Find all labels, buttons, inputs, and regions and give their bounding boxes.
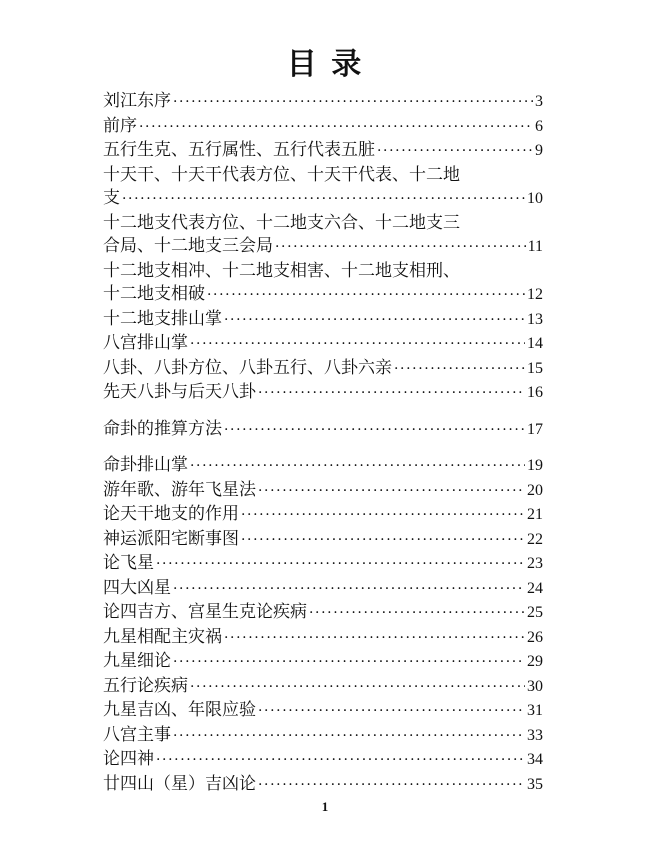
toc-entry-page: 23 [527,555,543,572]
dot-leader [241,504,525,528]
toc-entry[interactable] [103,577,543,602]
toc-entry-title-line: 十二地支相冲、十二地支相害、十二地支相刑、 [103,260,460,281]
toc-entry-row [103,90,543,115]
toc-entry-title: 十二地支相破 [103,284,205,304]
toc-entry-title: 九星相配主灾祸 [103,626,222,647]
toc-entry[interactable] [103,212,543,260]
toc-entry[interactable] [103,748,543,773]
toc-entry-row [103,235,543,260]
toc-entry[interactable] [103,479,543,504]
toc-entry-page: 33 [527,726,543,744]
toc-entry[interactable] [103,139,543,164]
dot-leader [377,140,533,164]
dot-leader [394,358,525,382]
toc-entry-title: 五行生克、五行属性、五行代表五脏 [103,140,375,160]
toc-entry-title: 命卦的推算方法 [103,418,222,439]
toc-entry[interactable] [103,699,543,724]
toc-entry-row [103,724,543,749]
toc-entry[interactable] [103,503,543,528]
dot-leader [258,774,525,798]
toc-entry[interactable] [103,650,543,675]
toc-entry-title-line: 十天干、十天干代表方位、十天干代表、十二地 [103,164,460,185]
toc-entry-row [103,601,543,626]
toc-entry-page: 21 [527,506,543,523]
toc-entry-title: 论天干地支的作用 [103,504,239,524]
toc-entry-page: 15 [527,359,543,377]
toc-entry[interactable] [103,115,543,140]
toc-entry-row [103,503,543,528]
toc-entry[interactable] [103,418,543,443]
toc-entry[interactable] [103,626,543,651]
toc-entry-page: 3 [535,93,543,110]
toc-entry-page: 20 [527,481,543,499]
dot-leader [241,529,525,553]
toc-entry-title: 支 [103,188,120,208]
toc-entry-page: 30 [527,677,543,695]
dot-leader [173,578,525,602]
toc-entry-title: 八宫排山掌 [103,333,188,353]
toc-entry-title: 廿四山（星）吉凶论 [103,773,256,794]
dot-leader [207,284,525,308]
dot-leader [173,725,525,749]
dot-leader [139,116,533,140]
toc-entry-row [103,577,543,602]
toc-entry-title: 五行论疾病 [103,675,188,696]
toc-entry-title: 合局、十二地支三会局 [103,236,273,256]
toc-entry-row [103,675,543,700]
toc-entry-page: 29 [527,653,543,670]
toc-entry-page: 17 [527,420,543,438]
toc-entry-row [103,748,543,773]
dot-leader [258,700,525,724]
toc-entry-row [103,381,543,406]
toc-entry[interactable] [103,773,543,798]
toc-entry-row [103,418,543,443]
toc-entry-row [103,332,543,357]
toc-entry-page: 31 [527,702,543,719]
toc-entry[interactable] [103,164,543,212]
dot-leader [258,480,525,504]
page-number: 1 [321,799,329,814]
toc-entry-page: 35 [527,775,543,793]
toc-entry[interactable] [103,601,543,626]
dot-leader [122,188,525,212]
table-of-contents [103,90,543,797]
toc-entry-page: 10 [527,190,543,207]
toc-entry[interactable] [103,332,543,357]
toc-entry-row [103,626,543,651]
toc-entry-page: 13 [527,310,543,328]
toc-entry-row [103,773,543,798]
toc-entry-page: 9 [535,142,543,159]
toc-entry-title: 八卦、八卦方位、八卦五行、八卦六亲 [103,357,392,378]
page-title: 目 录 [286,47,364,82]
toc-entry-page: 11 [527,238,543,255]
toc-entry-row [103,308,543,333]
toc-entry-title: 论四神 [103,749,154,769]
toc-entry-page: 19 [527,457,543,474]
toc-entry-page: 34 [527,751,543,768]
dot-leader [258,382,525,406]
toc-entry-row [103,357,543,382]
toc-entry-title: 九星吉凶、年限应验 [103,700,256,720]
toc-entry-page: 12 [527,286,543,303]
toc-entry-page: 14 [527,335,543,352]
toc-entry-title: 四大凶星 [103,577,171,598]
toc-entry-title: 刘江东序 [103,91,171,111]
toc-entry-page: 6 [535,117,543,135]
toc-entry[interactable] [103,724,543,749]
dot-leader [224,419,525,443]
toc-entry[interactable] [103,260,543,308]
toc-entry-row [103,552,543,577]
toc-entry-page: 25 [527,604,543,621]
toc-entry-row [103,528,543,553]
toc-entry-title: 先天八卦与后天八卦 [103,382,256,402]
toc-entry-row [103,650,543,675]
dot-leader [190,676,525,700]
toc-entry[interactable] [103,528,543,553]
toc-entry-title: 游年歌、游年飞星法 [103,479,256,500]
toc-entry[interactable] [103,357,543,382]
toc-entry-row [103,139,543,164]
dot-leader [156,749,525,773]
toc-entry[interactable] [103,381,543,406]
toc-entry-title: 命卦排山掌 [103,455,188,475]
toc-entry-title: 前序 [103,115,137,136]
toc-entry-page: 16 [527,384,543,401]
dot-leader [173,651,525,675]
toc-entry-row [103,454,543,479]
toc-entry-row [103,187,543,212]
toc-entry-title: 论飞星 [103,553,154,573]
toc-entry-title: 论四吉方、宫星生克论疾病 [103,602,307,622]
dot-leader [156,553,525,577]
dot-leader [275,236,526,260]
toc-entry-row [103,283,543,308]
toc-entry-row [103,115,543,140]
toc-entry-title: 九星细论 [103,651,171,671]
toc-entry[interactable] [103,675,543,700]
dot-leader [173,91,533,115]
toc-entry-row [103,699,543,724]
toc-entry-title-line: 十二地支代表方位、十二地支六合、十二地支三 [103,212,460,233]
toc-entry-title: 神运派阳宅断事图 [103,528,239,549]
toc-entry-row [103,479,543,504]
dot-leader [190,333,525,357]
toc-entry[interactable] [103,552,543,577]
toc-entry-page: 26 [527,628,543,646]
toc-entry-title: 十二地支排山掌 [103,308,222,329]
dot-leader [224,309,525,333]
toc-entry-page: 24 [527,579,543,597]
dot-leader [309,602,525,626]
toc-entry-page: 22 [527,530,543,548]
toc-entry-title: 八宫主事 [103,724,171,745]
dot-leader [190,455,525,479]
toc-entry[interactable] [103,90,543,115]
toc-entry[interactable] [103,308,543,333]
toc-entry[interactable] [103,454,543,479]
dot-leader [224,627,525,651]
